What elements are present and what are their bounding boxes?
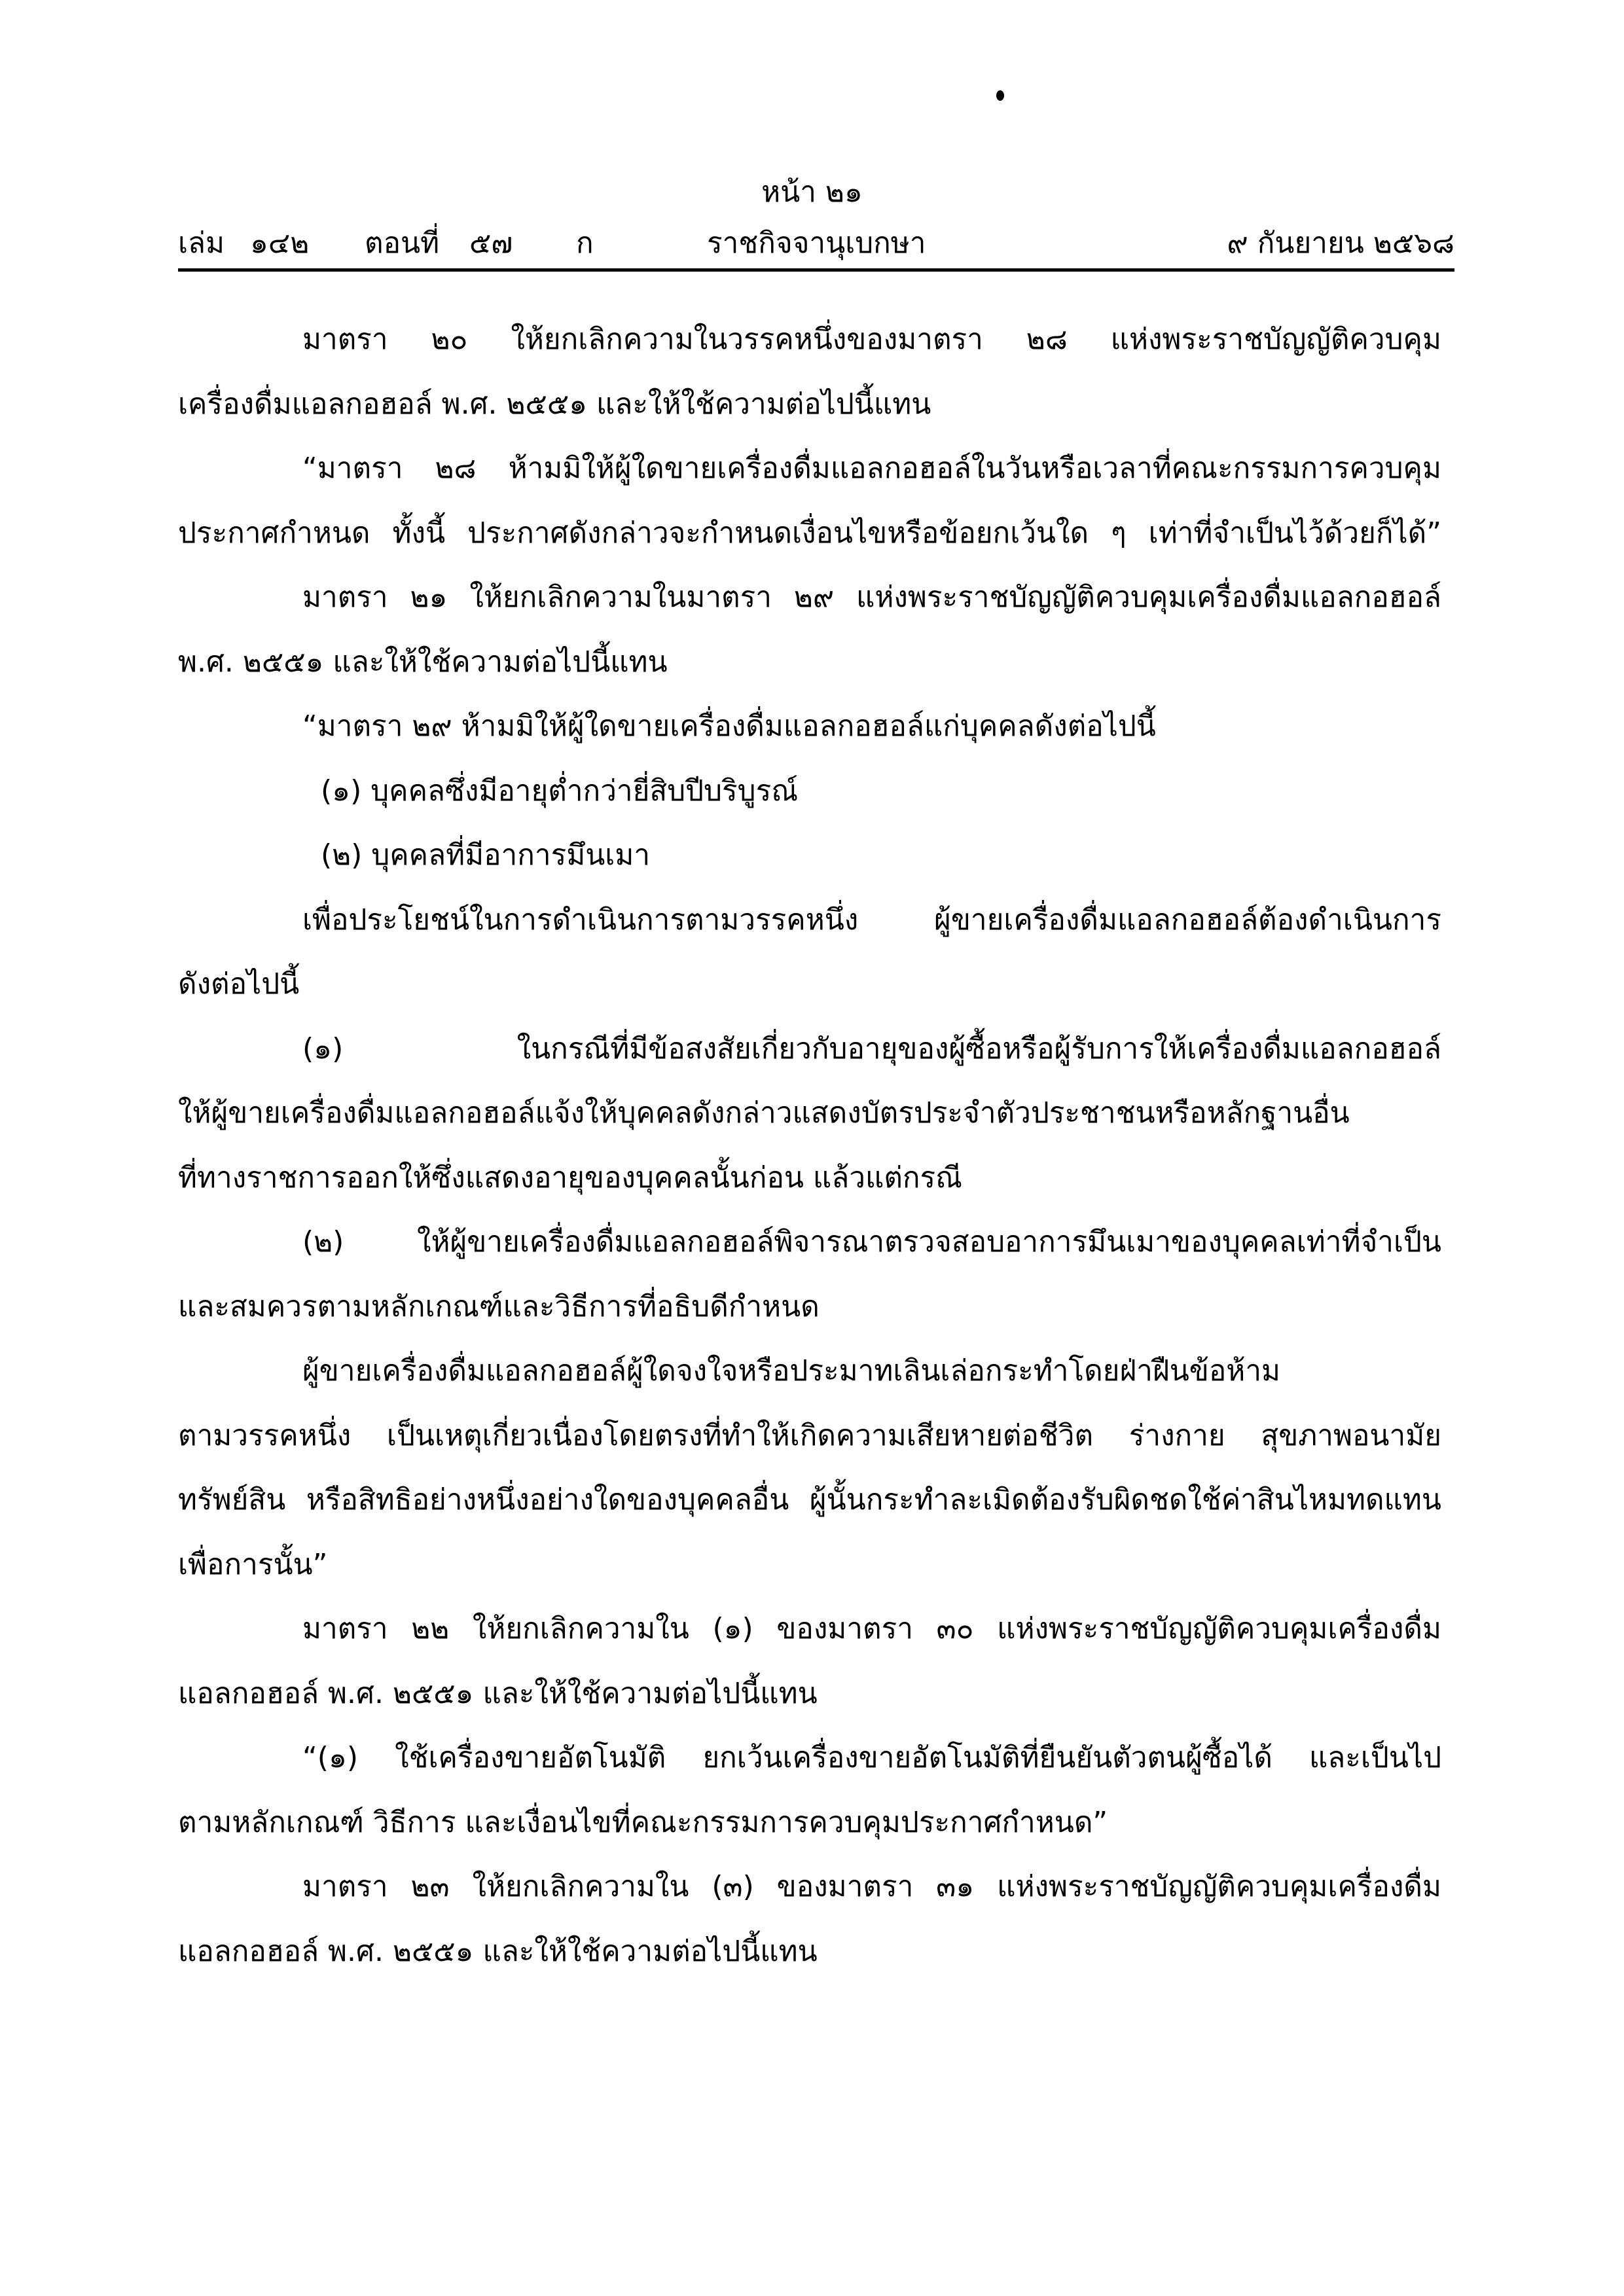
volume-label: เล่ม xyxy=(178,226,225,260)
header-rule xyxy=(178,268,1454,272)
section-29-para2-item-1-line-2: ให้ผู้ขายเครื่องดื่มแอลกอฮอล์แจ้งให้บุคคลดังกล่าวแสดงบัตรประจำตัวประชาชนหรือหลักฐานอื่น xyxy=(178,1096,1350,1130)
volume-number: ๑๔๒ xyxy=(250,226,310,260)
section-22-line-2: แอลกอฮอล์ พ.ศ. ๒๕๕๑ และให้ใช้ความต่อไปนี้แทน xyxy=(178,1676,818,1710)
publication-name: ราชกิจจานุเบกษา xyxy=(707,226,926,260)
gazette-header xyxy=(178,220,1454,266)
issue-number: ๕๗ xyxy=(469,226,513,260)
issue-label: ตอนที่ xyxy=(365,226,440,260)
section-30-item-1-line-1: “(๑) ใช้เครื่องขายอัตโนมัติ ยกเว้นเครื่องขายอัตโนมัติที่ยืนยันตัวตนผู้ซื้อได้ และเป็นไป xyxy=(302,1741,1441,1774)
section-23-line-1: มาตรา ๒๓ ให้ยกเลิกความใน (๓) ของมาตรา ๓๑ แห่งพระราชบัญญัติควบคุมเครื่องดื่ม xyxy=(302,1870,1441,1903)
section-22-line-1: มาตรา ๒๒ ให้ยกเลิกความใน (๑) ของมาตรา ๓๐ แห่งพระราชบัญญัติควบคุมเครื่องดื่ม xyxy=(302,1612,1441,1645)
section-29-para2-item-2-line-2: และสมควรตามหลักเกณฑ์และวิธีการที่อธิบดีกำหนด xyxy=(178,1289,820,1323)
page-number: หน้า ๒๑ xyxy=(761,175,863,209)
section-29-para3-line-1: ผู้ขายเครื่องดื่มแอลกอฮอล์ผู้ใดจงใจหรือประมาทเลินเล่อกระทำโดยฝ่าฝืนข้อห้าม xyxy=(302,1354,1281,1388)
section-29-para3-line-2: ตามวรรคหนึ่ง เป็นเหตุเกี่ยวเนื่องโดยตรงที่ทำให้เกิดความเสียหายต่อชีวิต ร่างกาย สุขภาพอนามัย xyxy=(178,1418,1441,1452)
section-29-item-2: (๒) บุคคลที่มีอาการมึนเมา xyxy=(321,838,651,872)
page-mark xyxy=(996,90,1004,101)
document-body xyxy=(178,308,1441,1984)
section-21-line-2: พ.ศ. ๒๕๕๑ และให้ใช้ความต่อไปนี้แทน xyxy=(178,645,668,679)
section-20-line-1: มาตรา ๒๐ ให้ยกเลิกความในวรรคหนึ่งของมาตรา ๒๘ แห่งพระราชบัญญัติควบคุม xyxy=(302,323,1441,356)
section-29-para2-line-1: เพื่อประโยชน์ในการดำเนินการตามวรรคหนึ่ง ผู้ขายเครื่องดื่มแอลกอฮอล์ต้องดำเนินการ xyxy=(302,903,1441,937)
section-20-line-2: เครื่องดื่มแอลกอฮอล์ พ.ศ. ๒๕๕๑ และให้ใช้ความต่อไปนี้แทน xyxy=(178,387,931,421)
section-29-para2-line-2: ดังต่อไปนี้ xyxy=(178,967,300,1001)
section-29-para2-item-1-line-3: ที่ทางราชการออกให้ซึ่งแสดงอายุของบุคคลนั้นก่อน แล้วแต่กรณี xyxy=(178,1160,962,1194)
section-30-item-1-line-2: ตามหลักเกณฑ์ วิธีการ และเงื่อนไขที่คณะกรรมการควบคุมประกาศกำหนด” xyxy=(178,1805,1108,1839)
publication-date: ๙ กันยายน ๒๕๖๘ xyxy=(1227,226,1454,260)
section-29-item-1: (๑) บุคคลซึ่งมีอายุต่ำกว่ายี่สิบปีบริบูรณ์ xyxy=(321,774,799,808)
section-29-para2-item-2-line-1: (๒) ให้ผู้ขายเครื่องดื่มแอลกอฮอล์พิจารณาตรวจสอบอาการมึนเมาของบุคคลเท่าที่จำเป็น xyxy=(302,1225,1441,1259)
section-28-text-line-1: “มาตรา ๒๘ ห้ามมิให้ผู้ใดขายเครื่องดื่มแอลกอฮอล์ในวันหรือเวลาที่คณะกรรมการควบคุม xyxy=(302,452,1441,485)
section-29-para2-item-1-line-1: (๑) ในกรณีที่มีข้อสงสัยเกี่ยวกับอายุของผู้ซื้อหรือผู้รับการให้เครื่องดื่มแอลกอฮอล์ xyxy=(302,1031,1441,1066)
section-21-line-1: มาตรา ๒๑ ให้ยกเลิกความในมาตรา ๒๙ แห่งพระราชบัญญัติควบคุมเครื่องดื่มแอลกอฮอล์ xyxy=(302,581,1441,614)
section-29-text-line: “มาตรา ๒๙ ห้ามมิให้ผู้ใดขายเครื่องดื่มแอลกอฮอล์แก่บุคคลดังต่อไปนี้ xyxy=(302,709,1156,743)
section-23-line-2: แอลกอฮอล์ พ.ศ. ๒๕๕๑ และให้ใช้ความต่อไปนี้แทน xyxy=(178,1934,818,1968)
section-28-text-line-2: ประกาศกำหนด ทั้งนี้ ประกาศดังกล่าวจะกำหนดเงื่อนไขหรือข้อยกเว้นใด ๆ เท่าที่จำเป็นไว้ด้วยก็ได้” xyxy=(178,516,1441,550)
section-letter: ก xyxy=(576,226,594,260)
section-29-para3-line-4: เพื่อการนั้น” xyxy=(178,1547,328,1581)
section-29-para3-line-3: ทรัพย์สิน หรือสิทธิอย่างหนึ่งอย่างใดของบุคคลอื่น ผู้นั้นกระทำละเมิดต้องรับผิดชดใช้ค่าสินไหมทดแทน xyxy=(178,1483,1441,1516)
